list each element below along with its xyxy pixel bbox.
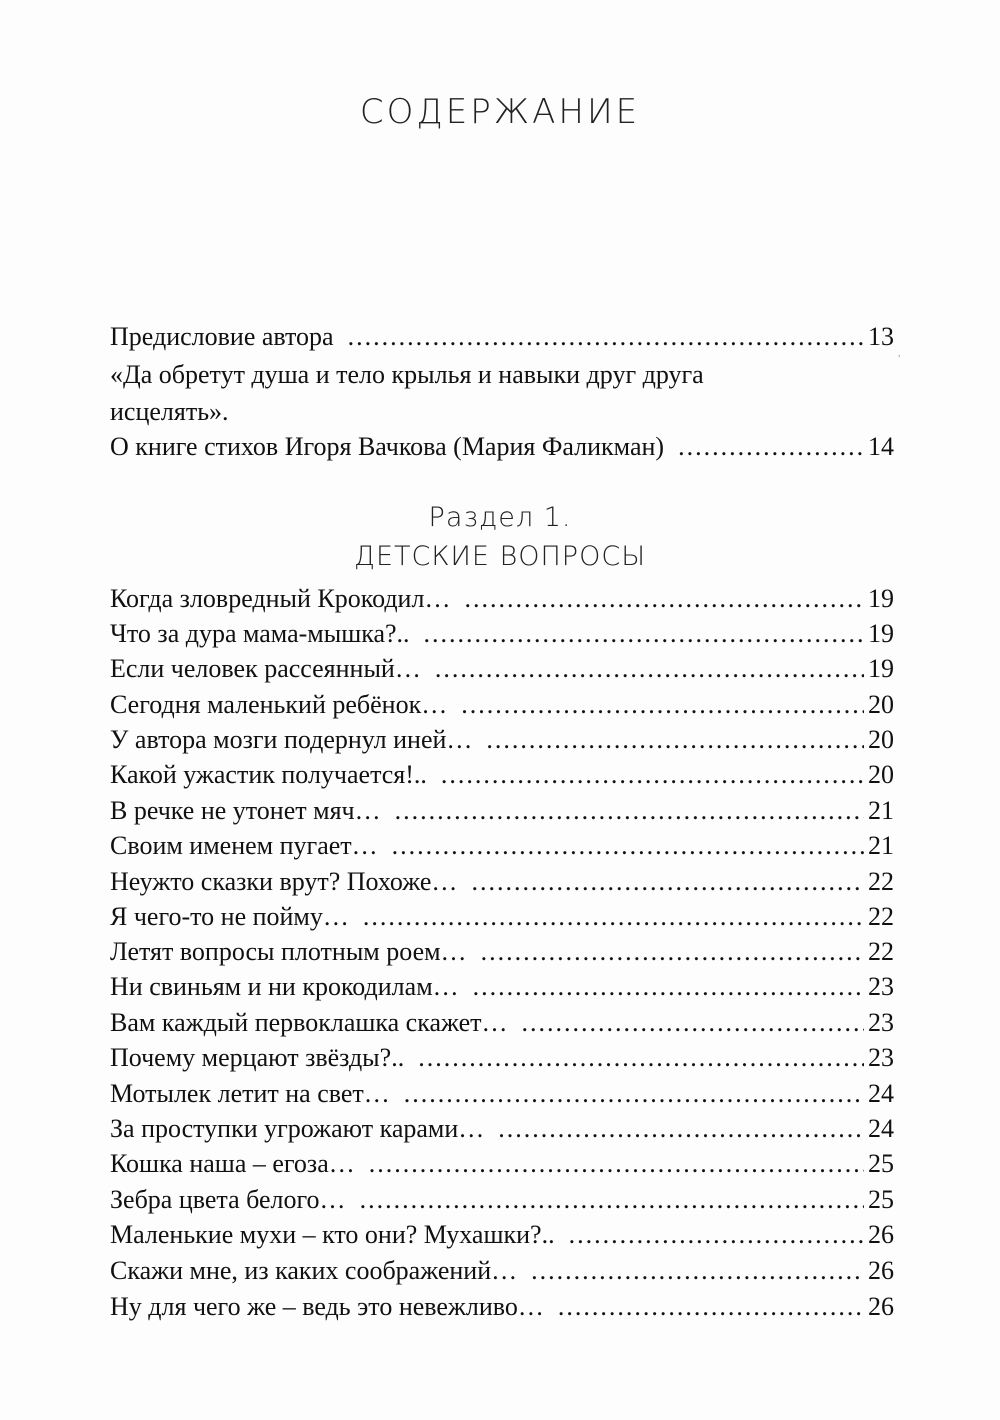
toc-page-number: 24 xyxy=(868,1079,894,1108)
toc-entry[interactable] xyxy=(110,1147,894,1181)
dot-leader xyxy=(522,1006,864,1040)
toc-entry[interactable] xyxy=(110,1254,894,1288)
dot-leader xyxy=(395,794,864,828)
toc-entry-preface[interactable] xyxy=(110,320,894,354)
toc-page-number: 20 xyxy=(868,725,894,754)
toc-page-number: 22 xyxy=(868,902,894,931)
toc-entry-label: Своим именем пугает… xyxy=(110,831,378,860)
toc-entry-label: Мотылек летит на свет… xyxy=(110,1079,390,1108)
toc-entry[interactable] xyxy=(110,652,894,686)
toc-page-number: 26 xyxy=(868,1292,894,1321)
dot-leader xyxy=(363,900,864,934)
dot-leader xyxy=(404,1077,864,1111)
dot-leader xyxy=(461,688,864,722)
toc-entry-label: Предисловие автора xyxy=(110,322,334,351)
toc-page-number: 20 xyxy=(868,690,894,719)
toc-page-number: 13 xyxy=(868,322,894,351)
toc-page-number: 21 xyxy=(868,831,894,860)
dot-leader xyxy=(498,1112,864,1146)
dot-leader xyxy=(471,865,864,899)
toc-page-number: 26 xyxy=(868,1220,894,1249)
toc-entry-label: Скажи мне, из каких соображений… xyxy=(110,1256,518,1285)
toc-entry[interactable] xyxy=(110,1077,894,1111)
toc-entry-label: Когда зловредный Крокодил… xyxy=(110,584,451,613)
page-title: СОДЕРЖАНИЕ xyxy=(359,92,641,132)
toc-entry[interactable] xyxy=(110,1218,894,1252)
essay-title-line-2: исцелять». xyxy=(110,397,229,426)
toc-entry-label: За проступки угрожают карами… xyxy=(110,1114,485,1143)
toc-entry-label: Что за дура мама-мышка?.. xyxy=(110,619,410,648)
toc-entry-label: О книге стихов Игоря Вачкова (Мария Фаликман) xyxy=(110,432,665,461)
toc-entry[interactable] xyxy=(110,970,894,1004)
toc-page-number: 19 xyxy=(868,654,894,683)
toc-entry[interactable] xyxy=(110,688,894,722)
toc-entry-label: Почему мерцают звёзды?.. xyxy=(110,1043,405,1072)
toc-entry-label: Маленькие мухи – кто они? Мухашки?.. xyxy=(110,1220,555,1249)
toc-entry[interactable] xyxy=(110,1112,894,1146)
dot-leader xyxy=(424,617,864,651)
toc-entry-label: Какой ужастик получается!.. xyxy=(110,760,427,789)
dot-leader xyxy=(531,1254,864,1288)
toc-entry-label: Сегодня маленький ребёнок… xyxy=(110,690,448,719)
toc-entry[interactable] xyxy=(110,723,894,757)
toc-entry[interactable] xyxy=(110,617,894,651)
toc-page-number: 23 xyxy=(868,1008,894,1037)
toc-entry[interactable] xyxy=(110,1006,894,1040)
dot-leader xyxy=(360,1183,864,1217)
dot-leader xyxy=(569,1218,864,1252)
toc-entry[interactable] xyxy=(110,1183,894,1217)
toc-page-number: 21 xyxy=(868,796,894,825)
toc-entry[interactable] xyxy=(110,900,894,934)
toc-entry-label: В речке не утонет мяч… xyxy=(110,796,381,825)
toc-entry-label: Зебра цвета белого… xyxy=(110,1185,346,1214)
toc-entry[interactable] xyxy=(110,582,894,616)
toc-entry-label: Кошка наша – егоза… xyxy=(110,1149,355,1178)
toc-entry[interactable] xyxy=(110,935,894,969)
toc-entry-label: Вам каждый первоклашка скажет… xyxy=(110,1008,508,1037)
section-title: ДЕТСКИЕ ВОПРОСЫ xyxy=(353,541,647,572)
toc-page-number: 23 xyxy=(868,1043,894,1072)
dot-leader xyxy=(481,935,864,969)
toc-entry-label: У автора мозги подернул иней… xyxy=(110,725,473,754)
section-number: Раздел 1. xyxy=(428,502,572,533)
dot-leader xyxy=(558,1290,864,1324)
toc-page-number: 19 xyxy=(868,584,894,613)
printer-mark: , xyxy=(898,348,901,359)
dot-leader xyxy=(473,970,864,1004)
toc-entry-essay[interactable] xyxy=(110,430,894,464)
toc-page-number: 26 xyxy=(868,1256,894,1285)
toc-entry[interactable] xyxy=(110,865,894,899)
dot-leader xyxy=(369,1147,864,1181)
dot-leader xyxy=(435,652,864,686)
toc-entry-label: Ну для чего же – ведь это невежливо… xyxy=(110,1292,544,1321)
toc-page-number: 22 xyxy=(868,937,894,966)
toc-entry-label: Если человек рассеянный… xyxy=(110,654,421,683)
toc-entry[interactable] xyxy=(110,829,894,863)
toc-entry[interactable] xyxy=(110,1041,894,1075)
toc-page-number: 20 xyxy=(868,760,894,789)
toc-entry-label: Я чего-то не пойму… xyxy=(110,902,349,931)
dot-leader xyxy=(486,723,864,757)
toc-entry-label: Летят вопросы плотным роем… xyxy=(110,937,467,966)
toc-page-number: 25 xyxy=(868,1149,894,1178)
toc-page-number: 25 xyxy=(868,1185,894,1214)
toc-entry[interactable] xyxy=(110,1290,894,1324)
dot-leader xyxy=(464,582,864,616)
toc-page-number: 24 xyxy=(868,1114,894,1143)
dot-leader xyxy=(392,829,864,863)
dot-leader xyxy=(418,1041,864,1075)
toc-page-number: 19 xyxy=(868,619,894,648)
dot-leader xyxy=(441,758,864,792)
dot-leader xyxy=(678,430,864,464)
toc-page-number: 14 xyxy=(868,432,894,461)
toc-entry[interactable] xyxy=(110,794,894,828)
toc-entry[interactable] xyxy=(110,758,894,792)
toc-entry-label: Неужто сказки врут? Похоже… xyxy=(110,867,458,896)
toc-page-number: 22 xyxy=(868,867,894,896)
essay-title-line-1: «Да обретут душа и тело крылья и навыки друг друга xyxy=(110,360,704,389)
dot-leader xyxy=(348,320,864,354)
toc-page-number: 23 xyxy=(868,972,894,1001)
toc-entry-label: Ни свиньям и ни крокодилам… xyxy=(110,972,459,1001)
